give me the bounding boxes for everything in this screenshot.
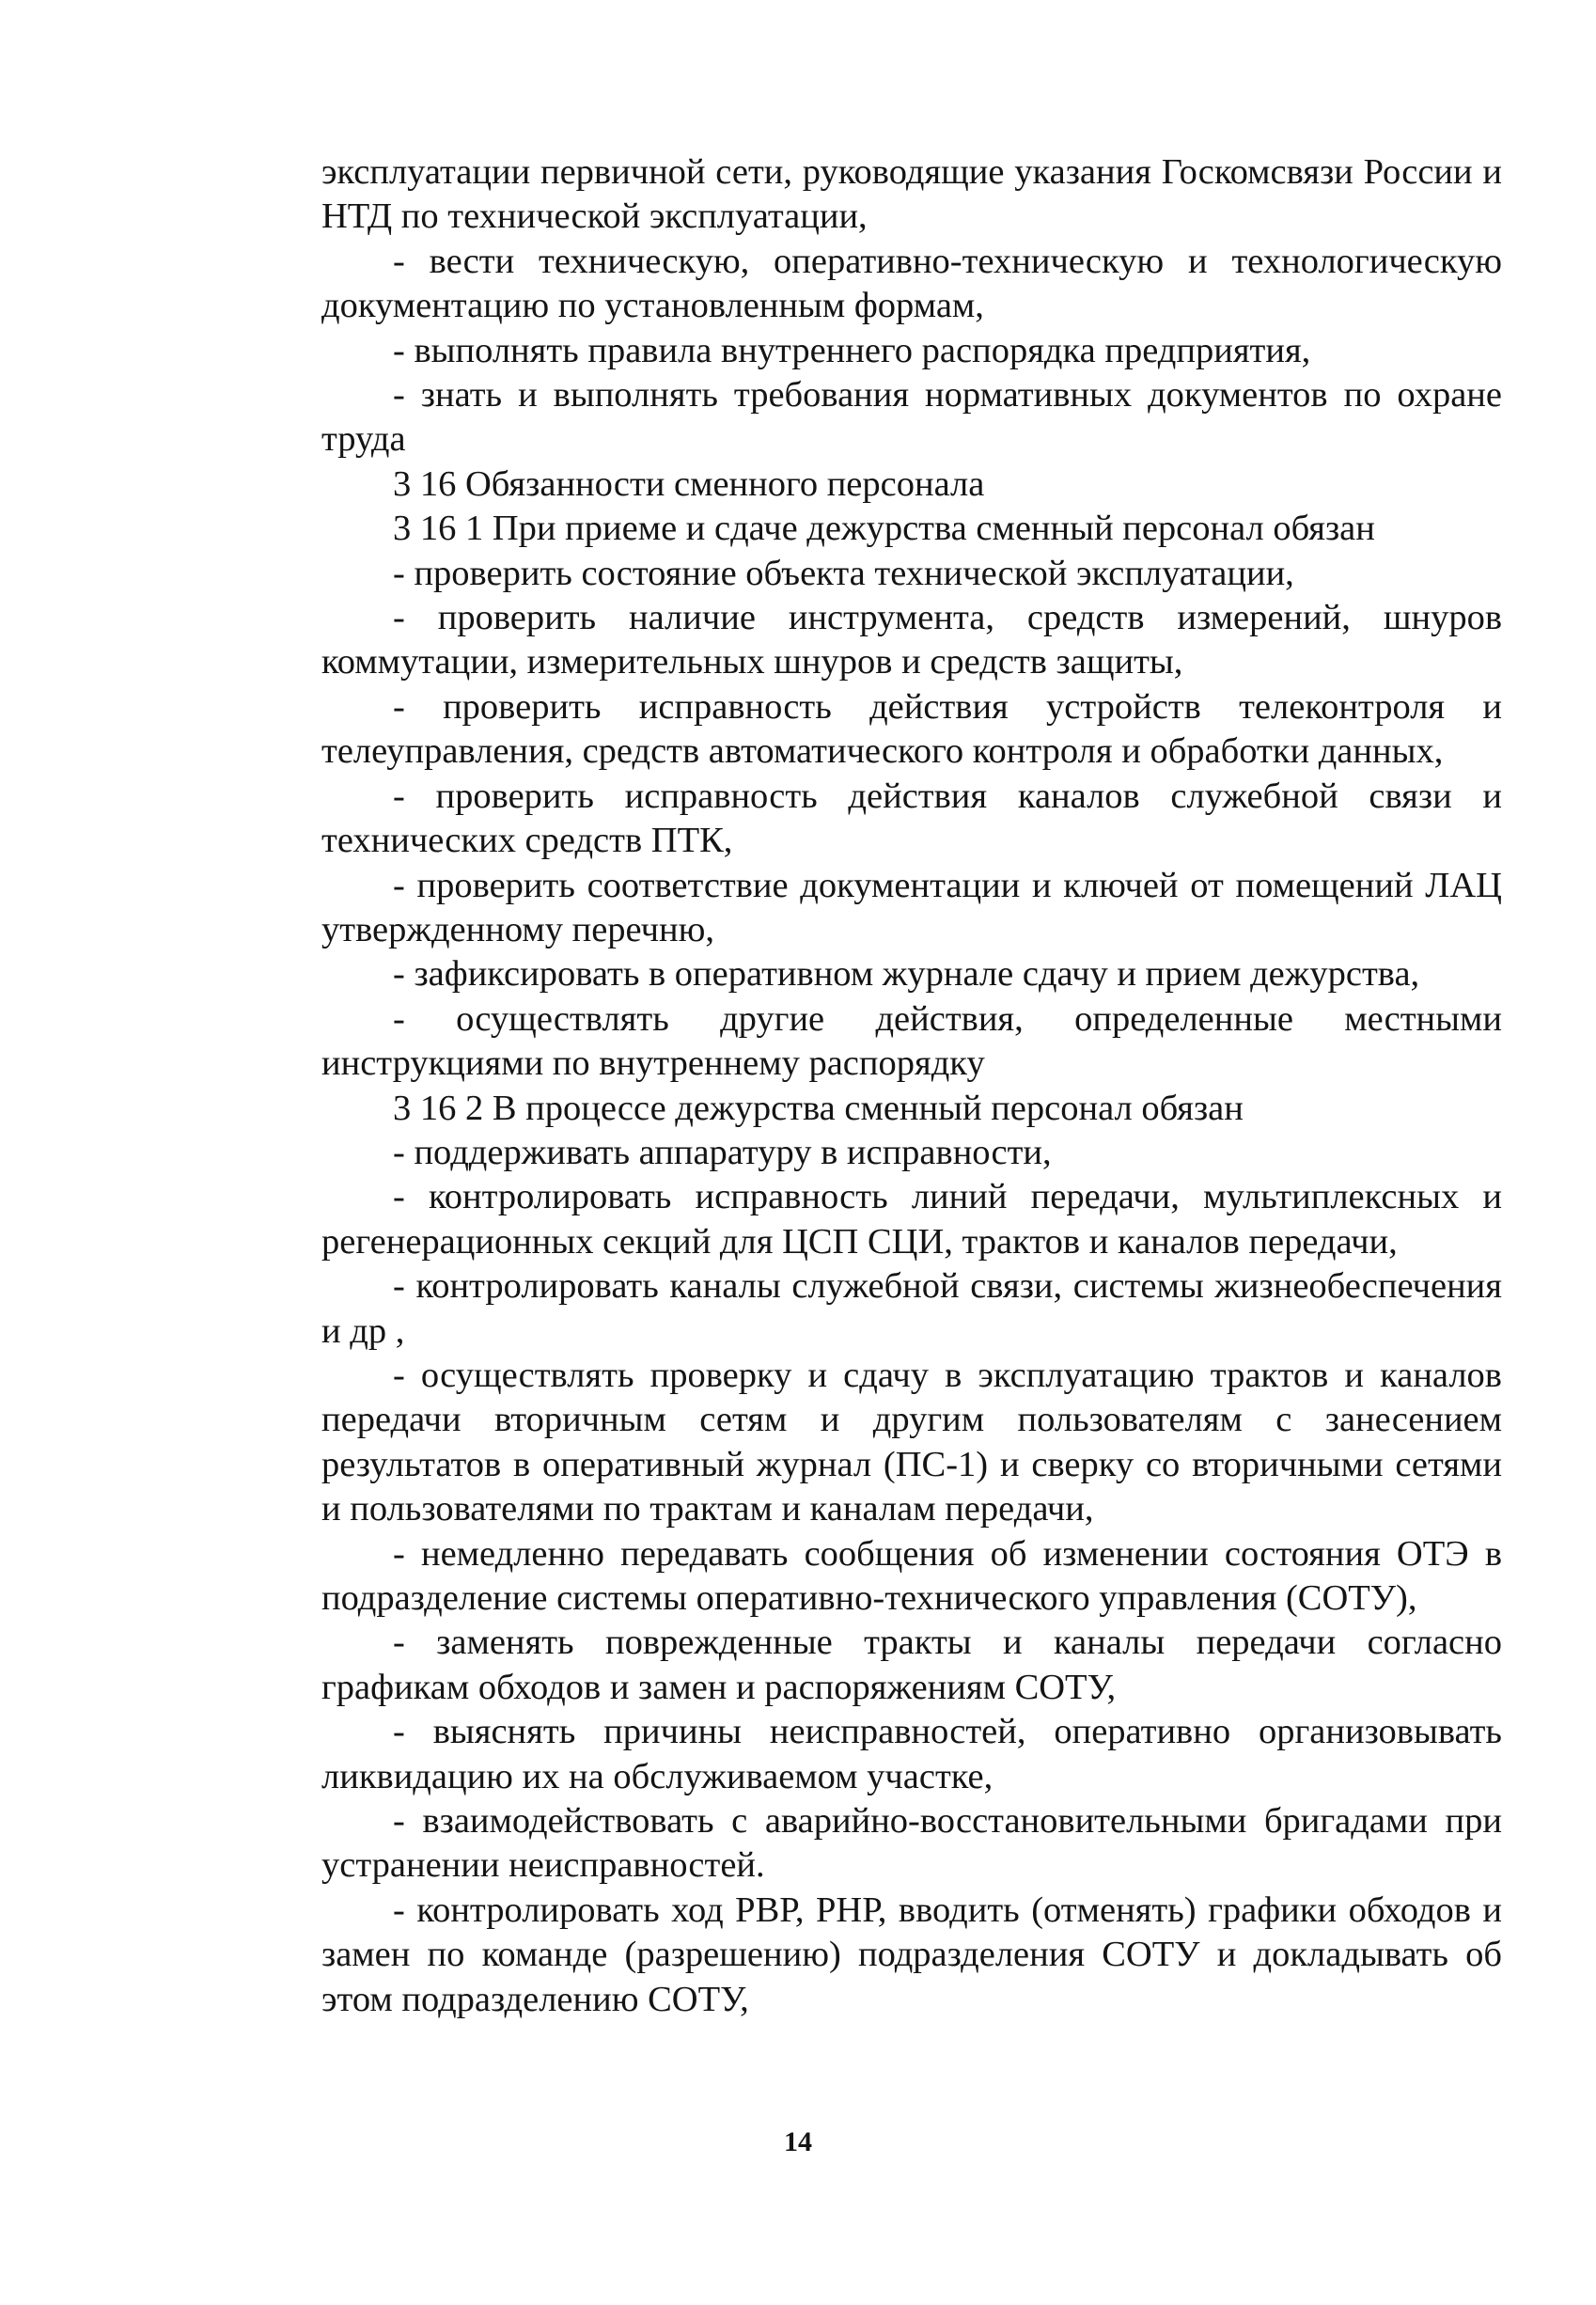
paragraph: - контролировать ход РВР, РНР, вводить (отменять) графики обходов и замен по команде (разрешению) подразделения СОТУ и докладывать об этом подразделению СОТУ, bbox=[321, 1889, 1502, 2019]
paragraph: - поддерживать аппаратуру в исправности, bbox=[393, 1132, 1052, 1172]
paragraph: - выяснять причины неисправностей, оперативно организовывать ликвидацию их на обслуживаемом участке, bbox=[321, 1712, 1502, 1796]
paragraph: эксплуатации первичной сети, руководящие указания Госкомсвязи России и НТД по технической эксплуатации, bbox=[321, 152, 1502, 237]
page-number: 14 bbox=[784, 2126, 812, 2157]
paragraph: - контролировать исправность линий передачи, мультиплексных и регенерационных секций для ЦСП СЦИ, трактов и каналов передачи, bbox=[321, 1177, 1502, 1262]
paragraph: 3 16 2 В процессе дежурства сменный персонал обязан bbox=[393, 1088, 1244, 1128]
body-text bbox=[321, 150, 1502, 2022]
paragraph: - взаимодействовать с аварийно-восстановительными бригадами при устранении неисправностей. bbox=[321, 1801, 1502, 1886]
paragraph: - заменять поврежденные тракты и каналы передачи согласно графикам обходов и замен и распоряжениям СОТУ, bbox=[321, 1623, 1502, 1707]
paragraph: - осуществлять другие действия, определенные местными инструкциями по внутреннему распорядку bbox=[321, 998, 1502, 1084]
paragraph: - выполнять правила внутреннего распорядка предприятия, bbox=[393, 330, 1311, 370]
paragraph: - знать и выполнять требования нормативных документов по охране труда bbox=[321, 375, 1502, 460]
paragraph: - контролировать каналы служебной связи, системы жизнеобеспечения и др , bbox=[321, 1266, 1502, 1351]
paragraph: - проверить соответствие документации и ключей от помещений ЛАЦ утвержденному перечню, bbox=[321, 865, 1502, 949]
paragraph: - зафиксировать в оперативном журнале сдачу и прием дежурства, bbox=[393, 954, 1420, 995]
paragraph: - проверить наличие инструмента, средств измерений, шнуров коммутации, измерительных шнуров и средств защиты, bbox=[321, 598, 1502, 682]
paragraph: - проверить исправность действия каналов служебной связи и технических средств ПТК, bbox=[321, 776, 1502, 861]
paragraph: 3 16 1 При приеме и сдаче дежурства сменный персонал обязан bbox=[393, 509, 1375, 549]
paragraph: - немедленно передавать сообщения об изменении состояния ОТЭ в подразделение системы оперативно-технического управления (СОТУ), bbox=[321, 1533, 1502, 1618]
paragraph: 3 16 Обязанности сменного персонала bbox=[393, 463, 985, 504]
paragraph: - вести техническую, оперативно-техническую и технологическую документацию по установленным формам, bbox=[321, 241, 1502, 326]
paragraph: - проверить исправность действия устройств телеконтроля и телеуправления, средств автоматического контроля и обработки данных, bbox=[321, 686, 1502, 772]
paragraph: - осуществлять проверку и сдачу в эксплуатацию трактов и каналов передачи вторичным сетям и другим пользователям с занесением результатов в оперативный журнал (ПС-1) и сверку со вторичными сетями и пользователями по трактам и каналам передачи, bbox=[321, 1355, 1502, 1529]
paragraph: - проверить состояние объекта технической эксплуатации, bbox=[393, 553, 1294, 593]
